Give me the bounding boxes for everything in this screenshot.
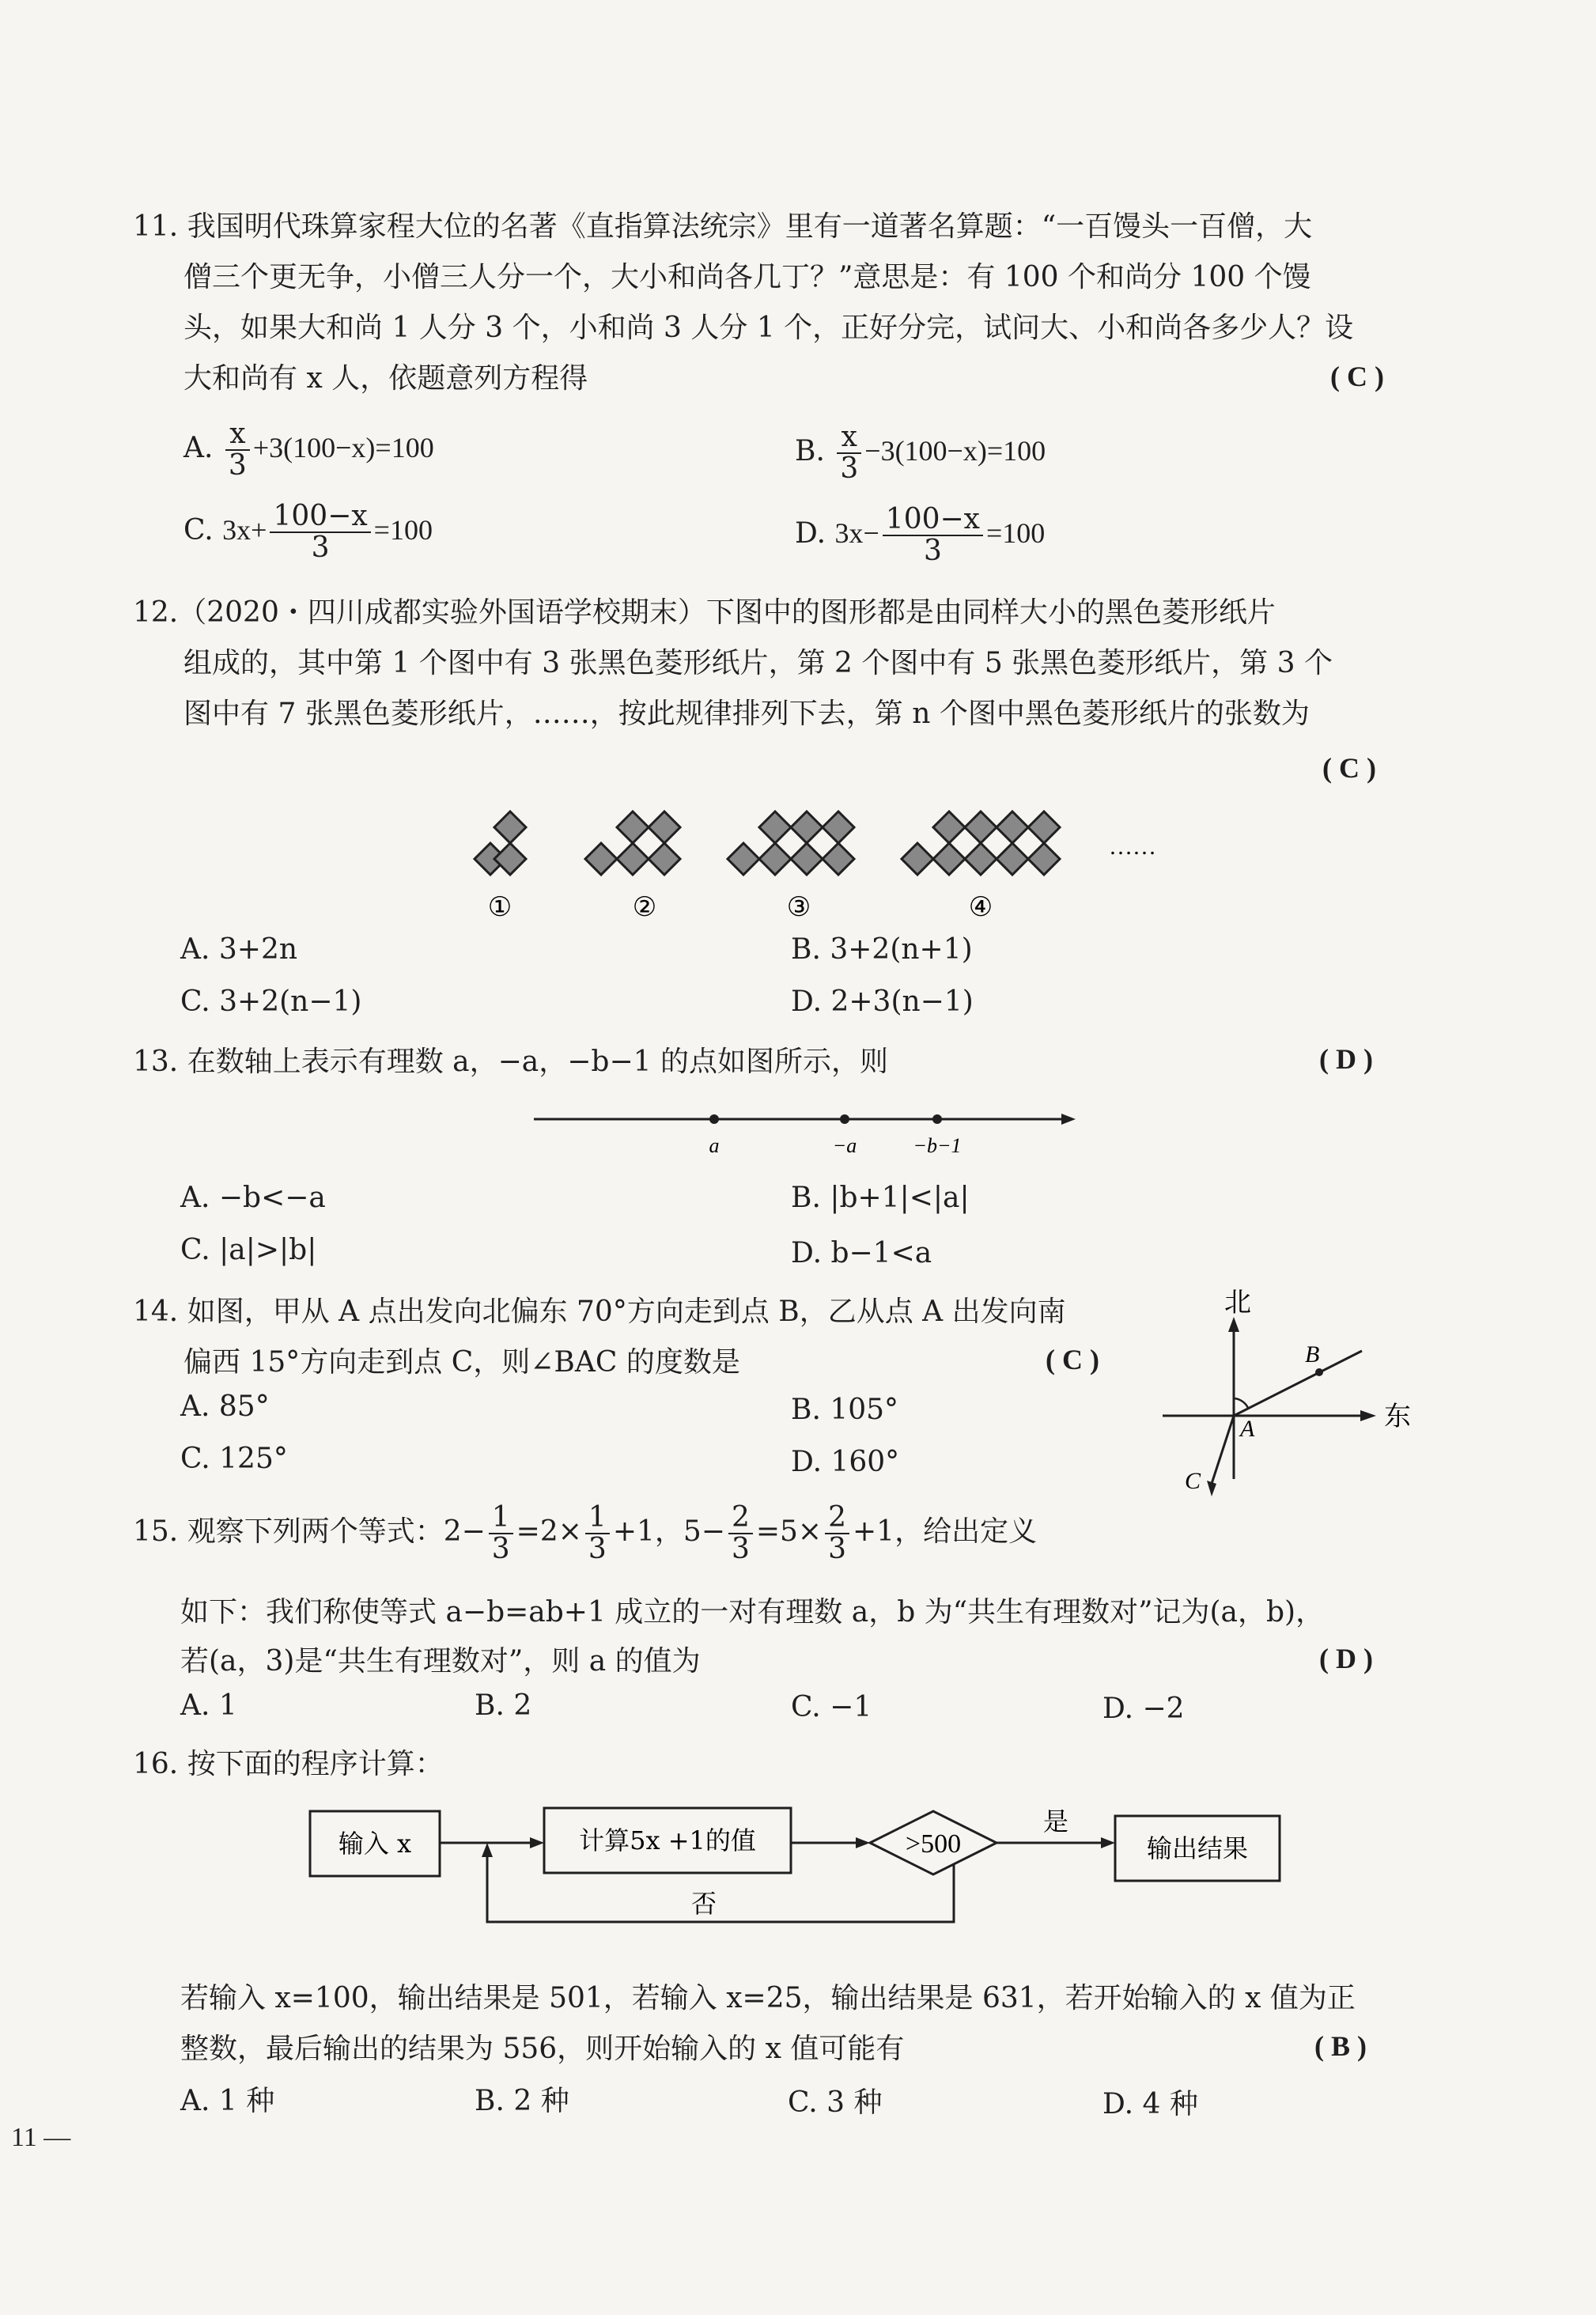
q12-option-c: C. 3+2(n−1)	[180, 985, 362, 1018]
frac-num: 100−x	[270, 501, 370, 533]
axis-point-label: a	[709, 1134, 720, 1157]
north-arrow	[1228, 1317, 1239, 1332]
option-label: D.	[795, 516, 826, 550]
q15-stem	[133, 1503, 1037, 1564]
q12-line-1: 12.（2020・四川成都实验外国语学校期末）下图中的图形都是由同样大小的黑色菱形纸片	[133, 596, 1276, 629]
frac-den: 3	[491, 1532, 510, 1565]
q11-line-4: 大和尚有 x 人，依题意列方程得	[183, 362, 588, 395]
rhombus	[791, 843, 823, 875]
number-line	[530, 1099, 1084, 1163]
q11-option-b	[795, 422, 1046, 484]
q13-option-b: B. |b+1|<|a|	[791, 1182, 970, 1214]
yes-label: 是	[1042, 1806, 1069, 1836]
frac-num: x	[225, 419, 250, 451]
rhombus	[933, 811, 965, 843]
frac-den: 3	[828, 1532, 846, 1565]
ray-ac	[1210, 1416, 1234, 1488]
rhombus	[1028, 843, 1060, 875]
q13-option-c: C. |a|>|b|	[180, 1234, 317, 1266]
q15-option-a: A. 1	[180, 1689, 237, 1722]
rhombus-figures	[443, 791, 1171, 933]
q15-line-2: 如下：我们称使等式 a−b=ab+1 成立的一对有理数 a，b 为“共生有理数对”记为(a，b)，	[180, 1596, 1325, 1628]
compute-label: 计算5x +1的值	[579, 1825, 756, 1855]
rhombus	[902, 843, 933, 875]
rhombus	[728, 843, 759, 875]
q14-option-a: A. 85°	[180, 1390, 270, 1423]
rhombus	[649, 811, 680, 843]
output-label: 输出结果	[1146, 1833, 1249, 1863]
q16-option-c: C. 3 种	[788, 2086, 883, 2119]
frac-den: 3	[311, 531, 330, 564]
q14-line-2: 偏西 15°方向走到点 C，则∠BAC 的度数是	[183, 1346, 740, 1379]
figure-ellipsis: ……	[1109, 834, 1156, 860]
frac-num: 1	[585, 1503, 610, 1534]
option-pre: 3x−	[834, 516, 879, 549]
q11-line-2: 僧三个更无争，小僧三人分一个，大小和尚各几丁？”意思是：有 100 个和尚分 100 个馒	[183, 261, 1311, 293]
point-c-label: C	[1185, 1468, 1201, 1494]
q13-answer: ( D )	[1319, 1043, 1373, 1075]
q16-option-d: D. 4 种	[1102, 2088, 1198, 2120]
axis-arrow	[1061, 1114, 1076, 1125]
q14-option-c: C. 125°	[180, 1443, 288, 1475]
eq-part: =2×	[516, 1515, 582, 1548]
q11-option-d	[795, 505, 1045, 566]
direction-figure	[1155, 1289, 1439, 1519]
rhombus	[933, 843, 965, 875]
rhombus	[617, 843, 649, 875]
angle-arc	[1234, 1398, 1248, 1408]
page-number: 11 —	[11, 2123, 71, 2152]
ray-ac-arrow	[1207, 1481, 1216, 1496]
rhombus	[997, 811, 1028, 843]
q16-line-2: 整数，最后输出的结果为 556，则开始输入的 x 值可能有	[180, 2033, 905, 2065]
arrow-loop-back	[487, 1852, 954, 1922]
option-rest: =100	[373, 513, 433, 546]
rhombus	[617, 811, 649, 843]
rhombus	[965, 843, 997, 875]
option-label: A.	[183, 431, 214, 464]
frac-den: 3	[923, 534, 942, 567]
rhombus	[823, 843, 854, 875]
frac-den: 3	[588, 1532, 607, 1565]
q16-option-b: B. 2 种	[475, 2085, 569, 2117]
eq-part: =5×	[755, 1515, 823, 1548]
q16-option-a: A. 1 种	[180, 2085, 275, 2117]
q15-answer: ( D )	[1319, 1643, 1373, 1674]
q13-stem: 13. 在数轴上表示有理数 a，−a，−b−1 的点如图所示，则	[133, 1046, 888, 1078]
frac-num: x	[837, 422, 861, 454]
q15-option-c: C. −1	[791, 1691, 872, 1723]
q15-stem-pre: 15. 观察下列两个等式：2−	[133, 1515, 486, 1548]
q16-answer: ( B )	[1314, 2030, 1367, 2062]
q11-option-c	[183, 501, 433, 563]
frac-den: 3	[228, 448, 247, 482]
q12-option-b: B. 3+2(n+1)	[791, 933, 973, 966]
ray-ab	[1234, 1351, 1362, 1416]
q12-option-a: A. 3+2n	[180, 933, 298, 966]
rhombus	[585, 843, 617, 875]
option-rest: +3(100−x)=100	[252, 431, 434, 463]
frac-num: 2	[728, 1503, 753, 1534]
point-b	[1315, 1368, 1323, 1376]
option-pre: 3x+	[222, 513, 267, 546]
rhombus	[649, 843, 680, 875]
rhombus	[1028, 811, 1060, 843]
q11-option-a	[183, 419, 434, 481]
option-label: B.	[795, 434, 825, 467]
q14-option-d: D. 160°	[791, 1446, 900, 1478]
eq-part: +1，5−	[612, 1515, 725, 1548]
q15-option-d: D. −2	[1102, 1693, 1185, 1725]
east-label: 东	[1384, 1401, 1411, 1432]
no-label: 否	[690, 1889, 717, 1919]
frac-num: 100−x	[883, 505, 983, 536]
frac-den: 3	[840, 452, 859, 485]
figure-label-4: ④	[968, 893, 993, 922]
rhombus	[791, 811, 823, 843]
q15-line-3: 若(a，3)是“共生有理数对”，则 a 的值为	[180, 1645, 701, 1678]
rhombus	[494, 811, 526, 843]
q16-line-1: 若输入 x=100，输出结果是 501，若输入 x=25，输出结果是 631，若开始输入的 x 值为正	[180, 1982, 1356, 2014]
input-label: 输入 x	[338, 1829, 412, 1859]
axis-point	[932, 1114, 942, 1124]
east-arrow	[1360, 1410, 1376, 1421]
axis-point-label: −a	[832, 1134, 857, 1157]
rhombus	[494, 843, 526, 875]
north-label: 北	[1224, 1289, 1251, 1318]
axis-point	[840, 1114, 849, 1124]
q12-line-3: 图中有 7 张黑色菱形纸片，……，按此规律排列下去，第 n 个图中黑色菱形纸片的张数为	[183, 698, 1310, 730]
option-rest: =100	[985, 516, 1046, 549]
frac-num: 2	[825, 1503, 849, 1534]
q15-option-b: B. 2	[475, 1689, 532, 1722]
q12-option-d: D. 2+3(n−1)	[791, 985, 974, 1018]
eq-part: +1，给出定义	[853, 1515, 1038, 1548]
frac-den: 3	[731, 1532, 750, 1565]
figure-label-1: ①	[487, 893, 512, 922]
q16-stem: 16. 按下面的程序计算：	[133, 1748, 444, 1780]
axis-point	[709, 1114, 719, 1124]
figure-label-3: ③	[786, 893, 811, 922]
q11-line-1: 11. 我国明代珠算家程大位的名著《直指算法统宗》里有一道著名算题：“一百馒头一百僧，大	[133, 210, 1313, 243]
q13-option-a: A. −b<−a	[180, 1182, 326, 1214]
option-label: C.	[183, 513, 214, 547]
q11-line-3: 头，如果大和尚 1 人分 3 个，小和尚 3 人分 1 个，正好分完，试问大、小和尚各多少人？设	[183, 312, 1354, 344]
rhombus	[823, 811, 854, 843]
point-a-label: A	[1240, 1416, 1255, 1442]
q12-line-2: 组成的，其中第 1 个图中有 3 张黑色菱形纸片，第 2 个图中有 5 张黑色菱形纸片，第 3 个	[183, 647, 1333, 679]
q12-answer: ( C )	[1322, 752, 1376, 784]
rhombus	[759, 843, 791, 875]
rhombus	[965, 811, 997, 843]
figure-label-2: ②	[632, 893, 657, 922]
q11-answer: ( C )	[1330, 361, 1384, 392]
rhombus	[997, 843, 1028, 875]
q14-option-b: B. 105°	[791, 1394, 899, 1426]
condition-label: >500	[905, 1829, 962, 1859]
q14-answer: ( C )	[1046, 1344, 1099, 1375]
axis-point-label: −b−1	[913, 1134, 962, 1157]
q13-option-d: D. b−1<a	[791, 1237, 932, 1269]
flowchart	[301, 1794, 1297, 1936]
frac-num: 1	[489, 1503, 513, 1534]
point-b-label: B	[1305, 1341, 1320, 1367]
q14-line-1: 14. 如图，甲从 A 点出发向北偏东 70°方向走到点 B，乙从点 A 出发向南	[133, 1296, 1066, 1328]
option-rest: −3(100−x)=100	[864, 434, 1046, 467]
rhombus	[759, 811, 791, 843]
